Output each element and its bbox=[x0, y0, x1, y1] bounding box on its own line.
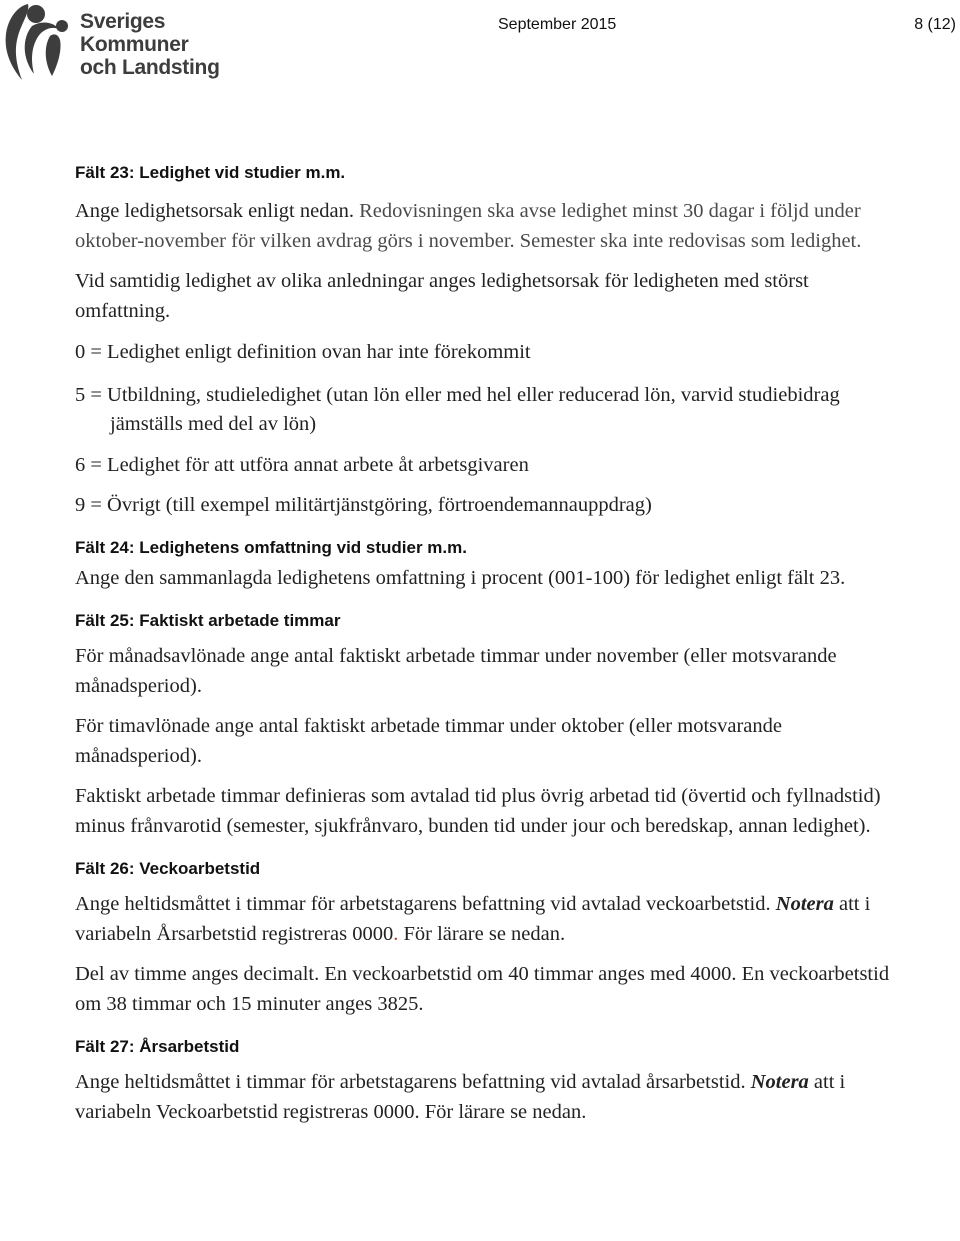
code-item: 0 = Ledighet enligt definition ovan har inte förekommit bbox=[75, 341, 531, 363]
page-number: 8 (12) bbox=[914, 16, 956, 33]
paragraph: Del av timme anges decimalt. En veckoarbetstid om 40 timmar anges med 4000. En veckoarbetstid om 38 timmar och 15 minuter anges 3825. bbox=[75, 963, 890, 1015]
document-body bbox=[75, 163, 905, 1127]
skl-logo bbox=[0, 0, 220, 90]
paragraph: Ange heltidsmåttet i timmar för arbetstagarens befattning vid avtalad årsarbetstid. Notera att i variabeln Veckoarbetstid registreras 0000. För lärare se nedan. bbox=[75, 1071, 846, 1123]
section-heading-falt-26: Fält 26: Veckoarbetstid bbox=[75, 859, 261, 878]
section-heading-falt-23: Fält 23: Ledighet vid studier m.m. bbox=[75, 163, 346, 182]
code-item: 5 = Utbildning, studieledighet (utan lön eller med hel eller reducerad lön, varvid studiebidrag jämställs med del av lön) bbox=[75, 383, 840, 435]
paragraph: Faktiskt arbetade timmar definieras som avtalad tid plus övrig arbetad tid (övertid och fyllnadstid) minus frånvarotid (semester, sjukfrånvaro, bunden tid under jour och beredskap, annan ledighet). bbox=[75, 785, 881, 837]
notera-emphasis: Notera bbox=[775, 893, 834, 915]
page-header bbox=[0, 0, 960, 100]
section-heading-falt-25: Fält 25: Faktiskt arbetade timmar bbox=[75, 611, 341, 630]
code-item: 9 = Övrigt (till exempel militärtjänstgöring, förtroendemannauppdrag) bbox=[75, 494, 652, 516]
paragraph: Ange den sammanlagda ledighetens omfattning i procent (001-100) för ledighet enligt fält 23. bbox=[75, 566, 846, 589]
logo-wordmark: Sveriges Kommuner och Landsting bbox=[80, 10, 220, 79]
paragraph: Ange heltidsmåttet i timmar för arbetstagarens befattning vid avtalad veckoarbetstid. Notera att i variabeln Årsarbetstid registreras 0000. För lärare se nedan. bbox=[75, 893, 871, 945]
paragraph: För månadsavlönade ange antal faktiskt arbetade timmar under november (eller motsvarande månadsperiod). bbox=[75, 645, 837, 697]
section-heading-falt-27: Fält 27: Årsarbetstid bbox=[75, 1037, 240, 1056]
paragraph: För timavlönade ange antal faktiskt arbetade timmar under oktober (eller motsvarande månadsperiod). bbox=[75, 715, 782, 767]
paragraph: Vid samtidig ledighet av olika anledningar anges ledighetsorsak för ledigheten med störst omfattning. bbox=[75, 270, 809, 322]
section-heading-falt-24: Fält 24: Ledighetens omfattning vid studier m.m. bbox=[75, 537, 467, 557]
header-date: September 2015 bbox=[498, 16, 617, 33]
notera-emphasis: Notera bbox=[750, 1071, 809, 1093]
paragraph: Ange ledighetsorsak enligt nedan. Redovisningen ska avse ledighet minst 30 dagar i följd under oktober-november för vilken avdrag görs i november. Semester ska inte redovisas som ledighet. bbox=[75, 200, 862, 252]
logo-emblem-icon bbox=[0, 0, 80, 90]
code-item: 6 = Ledighet för att utföra annat arbete åt arbetsgivaren bbox=[75, 453, 529, 476]
